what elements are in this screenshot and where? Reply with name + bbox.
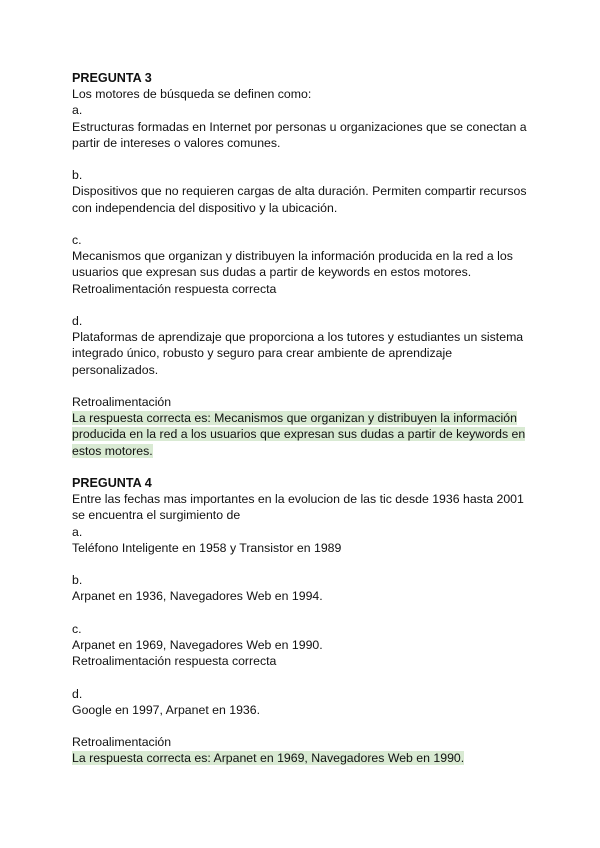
option-letter: d. [72, 686, 83, 701]
option-letter: c. [72, 233, 82, 247]
option-text: Dispositivos que no requieren cargas de alta duración. Permiten compartir recursos [72, 184, 527, 199]
question-prompt: se encuentra el surgimiento de [72, 508, 241, 523]
feedback-answer: La respuesta correcta es: Mecanismos que organizan y distribuyen la información [72, 411, 517, 426]
option-d [72, 686, 532, 718]
option-letter: c. [72, 621, 82, 636]
option-text: con independencia del dispositivo y la ubicación. [72, 200, 338, 215]
option-text: Google en 1997, Arpanet en 1936. [72, 702, 261, 717]
question-3 [72, 70, 532, 459]
feedback-answer: La respuesta correcta es: Arpanet en 1969, Navegadores Web en 1990. [72, 751, 465, 766]
option-text: personalizados. [72, 362, 159, 377]
option-text: Teléfono Inteligente en 1958 y Transistor en 1989 [72, 540, 342, 555]
feedback-label: Retroalimentación [72, 735, 172, 750]
question-prompt: Entre las fechas mas importantes en la evolucion de las tic desde 1936 hasta 2001 [72, 492, 524, 507]
option-text: Plataformas de aprendizaje que proporciona a los tutores y estudiantes un sistema [72, 330, 524, 345]
option-text: integrado único, robusto y seguro para crear ambiente de aprendizaje [72, 346, 453, 361]
option-text: Arpanet en 1969, Navegadores Web en 1990. [72, 638, 323, 652]
feedback-answer: estos motores. [72, 443, 153, 458]
document-content [72, 70, 532, 767]
option-b [72, 572, 532, 604]
option-letter: a. [72, 103, 83, 118]
option-letter: b. [72, 573, 83, 588]
option-c [72, 232, 532, 297]
question-4 [72, 475, 532, 767]
option-b [72, 167, 532, 216]
option-text: Estructuras formadas en Internet por personas u organizaciones que se conectan a [72, 119, 527, 134]
feedback-label: Retroalimentación [72, 395, 172, 409]
feedback [72, 394, 532, 459]
option-text: usuarios que expresan sus dudas a partir de keywords en estos motores. [72, 265, 472, 280]
option-letter: b. [72, 168, 83, 183]
correct-answer-note: Retroalimentación respuesta correcta [72, 281, 277, 296]
feedback [72, 734, 532, 766]
question-title: PREGUNTA 3 [72, 71, 152, 85]
option-d [72, 313, 532, 378]
option-a [72, 102, 532, 151]
option-c [72, 621, 532, 670]
option-text: Mecanismos que organizan y distribuyen la información producida en la red a los [72, 249, 513, 264]
option-a [72, 524, 532, 556]
option-letter: d. [72, 314, 83, 328]
question-prompt: Los motores de búsqueda se definen como: [72, 87, 312, 102]
feedback-answer: producida en la red a los usuarios que expresan sus dudas a partir de keywords en [72, 427, 526, 442]
option-text: partir de intereses o valores comunes. [72, 135, 281, 150]
correct-answer-note: Retroalimentación respuesta correcta [72, 654, 277, 669]
option-text: Arpanet en 1936, Navegadores Web en 1994. [72, 589, 323, 604]
question-title: PREGUNTA 4 [72, 476, 152, 490]
option-letter: a. [72, 524, 83, 539]
